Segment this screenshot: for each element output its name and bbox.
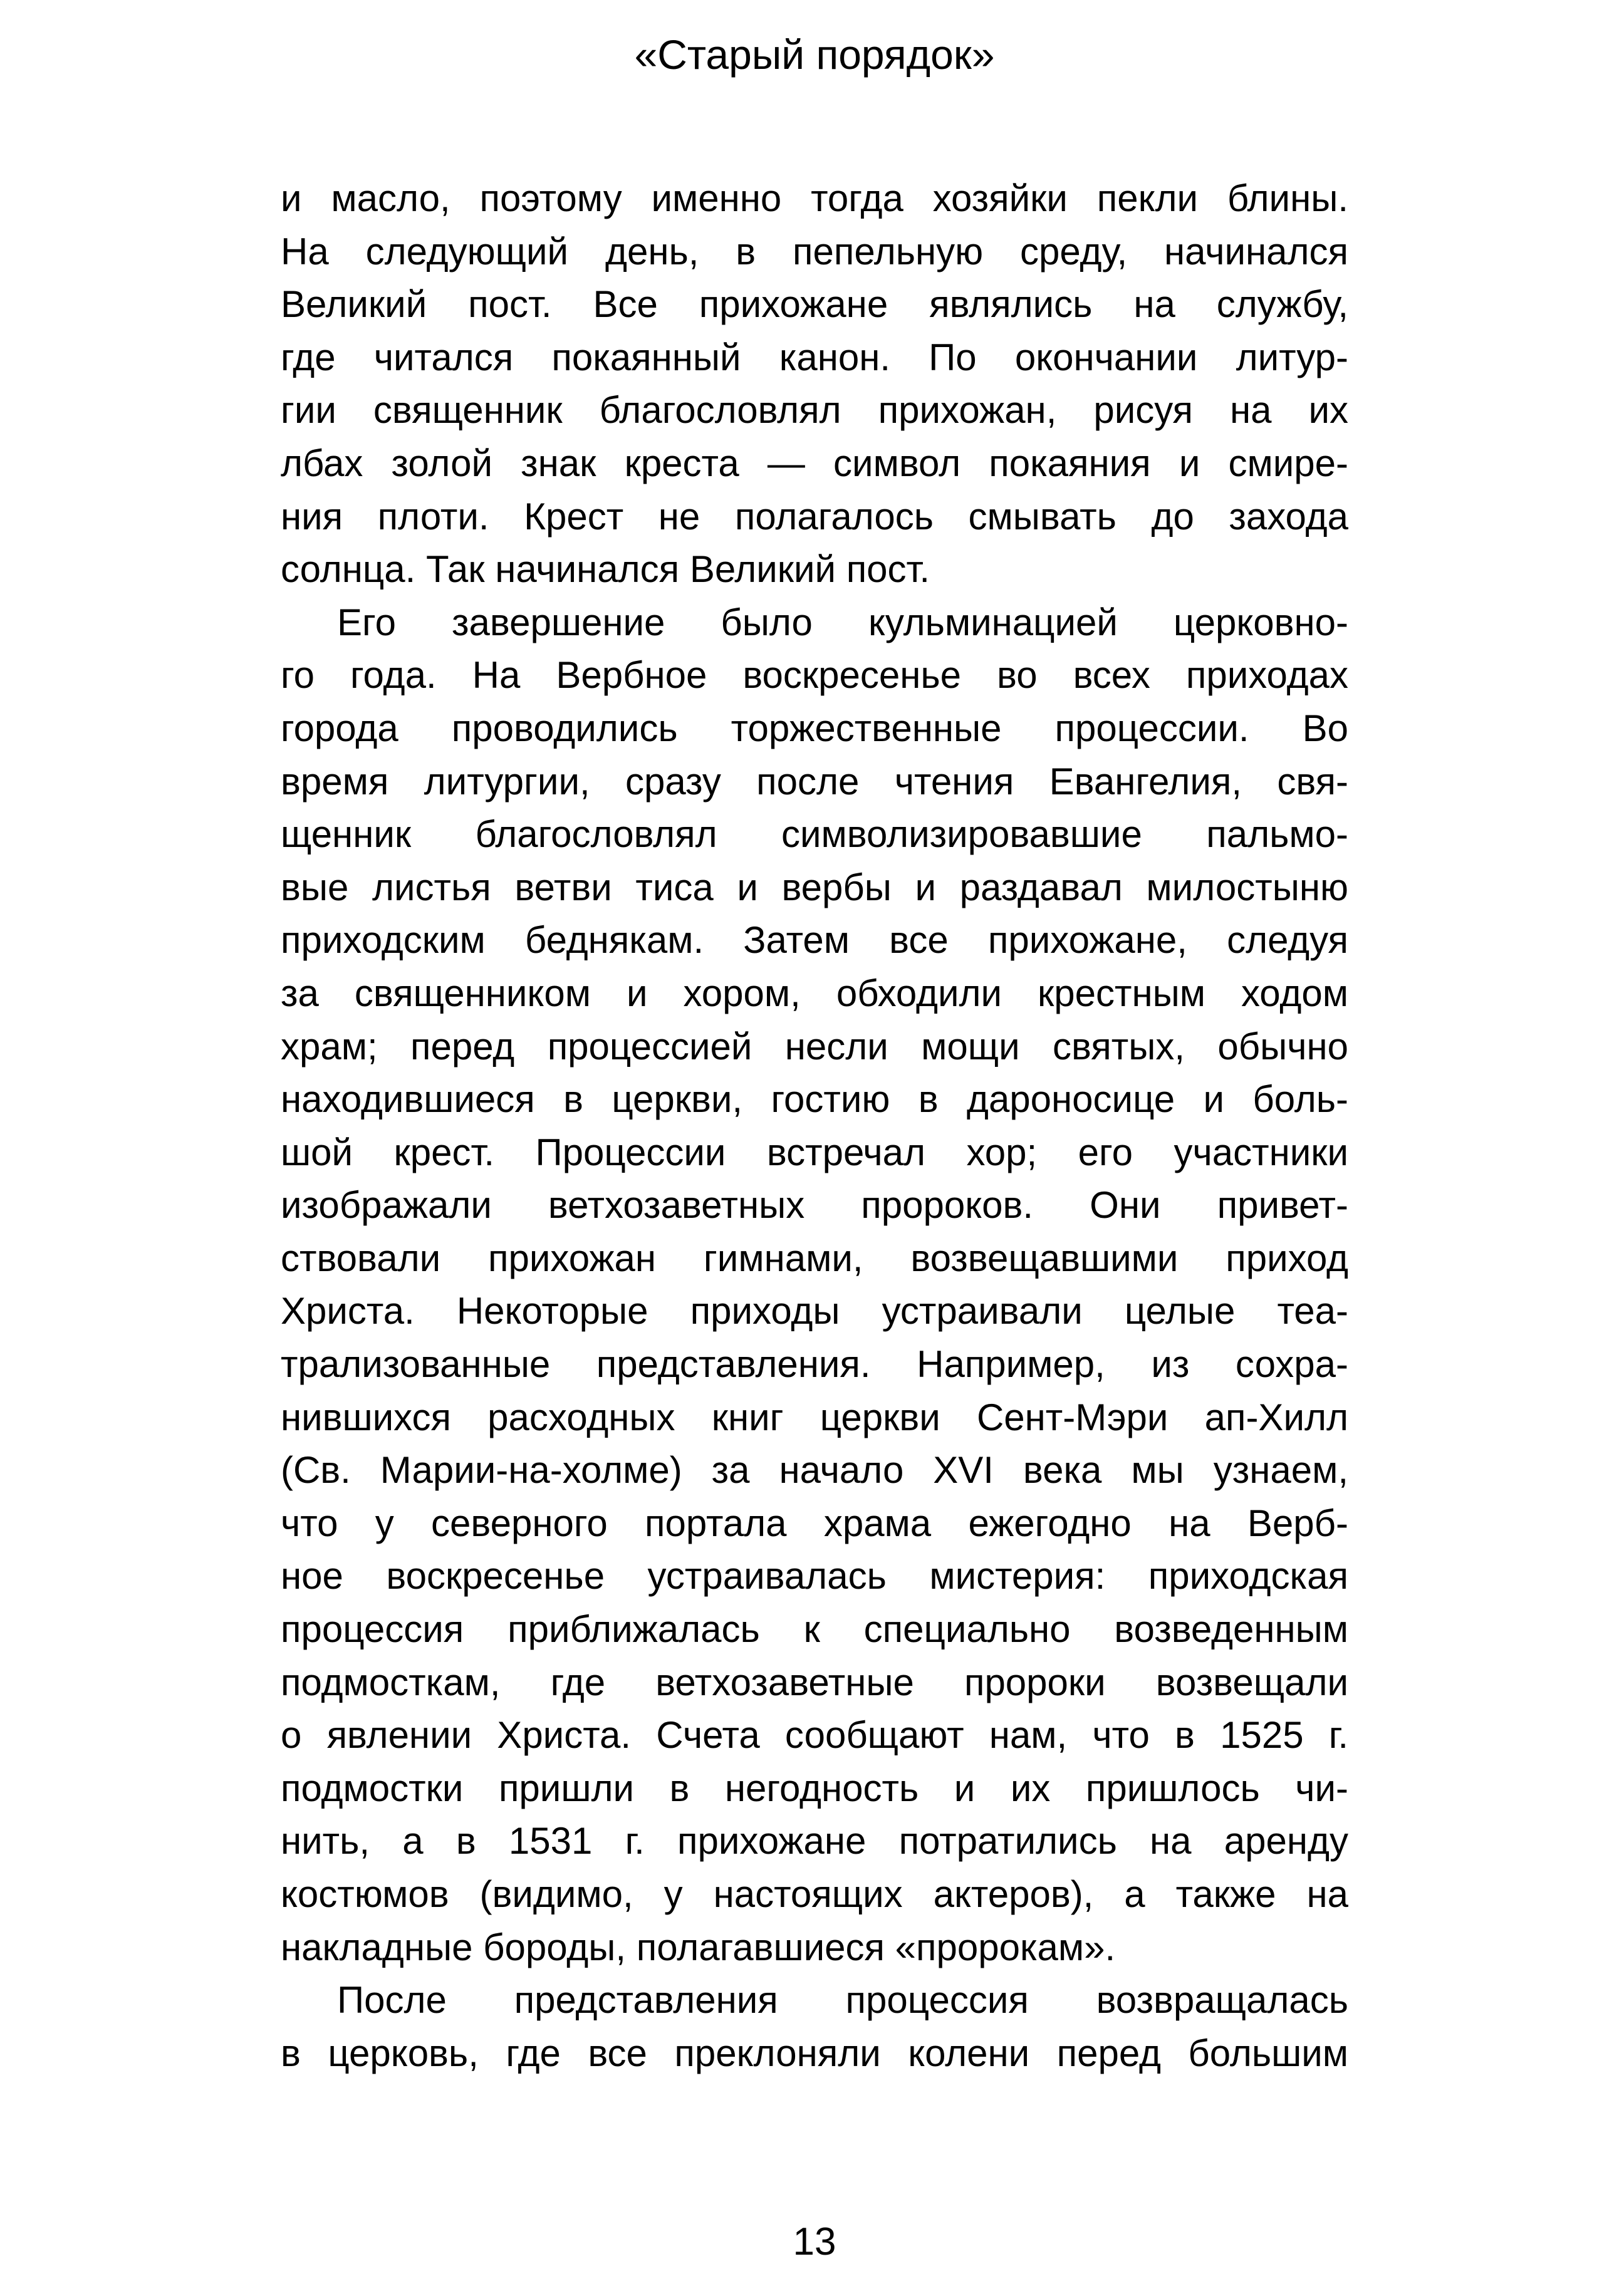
text-line: После представления процессия возвращалась	[337, 1979, 1348, 2022]
text-line: лбах золой знак креста — символ покаяния и смире-	[281, 442, 1348, 484]
text-line: (Св. Марии-на-холме) за начало XVI века мы узнаем,	[281, 1449, 1348, 1492]
text-line: приходским беднякам. Затем все прихожане, следуя	[281, 919, 1348, 962]
text-line: храм; перед процессией несли мощи святых, обычно	[281, 1025, 1348, 1067]
text-line: вые листья ветви тиса и вербы и раздавал милостыню	[281, 866, 1348, 908]
running-head: «Старый порядок»	[634, 31, 995, 78]
text-line: щенник благословлял символизировавшие пальмо-	[281, 813, 1348, 856]
text-line: что у северного портала храма ежегодно на Верб-	[281, 1502, 1348, 1544]
text-line: ния плоти. Крест не полагалось смывать до захода	[281, 495, 1348, 538]
text-line: трализованные представления. Например, из сохра-	[281, 1343, 1348, 1386]
text-line: изображали ветхозаветных пророков. Они привет-	[281, 1184, 1348, 1227]
text-line: и масло, поэтому именно тогда хозяйки пекли блины.	[281, 177, 1348, 219]
text-line: города проводились торжественные процессии. Во	[281, 707, 1348, 749]
text-line: время литургии, сразу после чтения Евангелия, свя-	[281, 760, 1348, 803]
text-line: накладные бороды, полагавшиеся «пророкам».	[281, 1926, 1116, 1968]
page-body-text	[281, 172, 1348, 2080]
text-line: Христа. Некоторые приходы устраивали целые теа-	[281, 1290, 1348, 1332]
text-line: в церковь, где все преклоняли колени перед большим	[281, 2032, 1348, 2074]
text-line: Великий пост. Все прихожане являлись на службу,	[281, 283, 1348, 326]
text-line: Его завершение было кульминацией церковно-	[337, 601, 1348, 643]
text-line: шой крест. Процессии встречал хор; его участники	[281, 1131, 1348, 1173]
text-line: ное воскресенье устраивалась мистерия: приходская	[281, 1555, 1348, 1597]
text-line: солнца. Так начинался Великий пост.	[281, 548, 930, 591]
text-line: процессия приближалась к специально возведенным	[281, 1608, 1348, 1651]
text-line: находившиеся в церкви, гостию в дароносице и боль-	[281, 1078, 1348, 1121]
text-line: подмостки пришли в негодность и их пришлось чи-	[281, 1767, 1348, 1809]
text-line: о явлении Христа. Счета сообщают нам, что в 1525 г.	[281, 1714, 1348, 1757]
text-line: за священником и хором, обходили крестным ходом	[281, 972, 1348, 1014]
text-line: подмосткам, где ветхозаветные пророки возвещали	[281, 1661, 1348, 1703]
page-number: 13	[793, 2220, 836, 2263]
text-line: го года. На Вербное воскресенье во всех приходах	[281, 654, 1348, 697]
text-line: нившихся расходных книг церкви Сент-Мэри ап-Хилл	[281, 1396, 1348, 1438]
text-line: нить, а в 1531 г. прихожане потратились на аренду	[281, 1820, 1348, 1862]
text-line: где читался покаянный канон. По окончании литур-	[281, 336, 1348, 378]
text-line: На следующий день, в пепельную среду, начинался	[281, 230, 1348, 273]
text-line: костюмов (видимо, у настоящих актеров), а также на	[281, 1873, 1348, 1915]
text-line: гии священник благословлял прихожан, рисуя на их	[281, 389, 1348, 432]
text-line: ствовали прихожан гимнами, возвещавшими приход	[281, 1237, 1348, 1279]
